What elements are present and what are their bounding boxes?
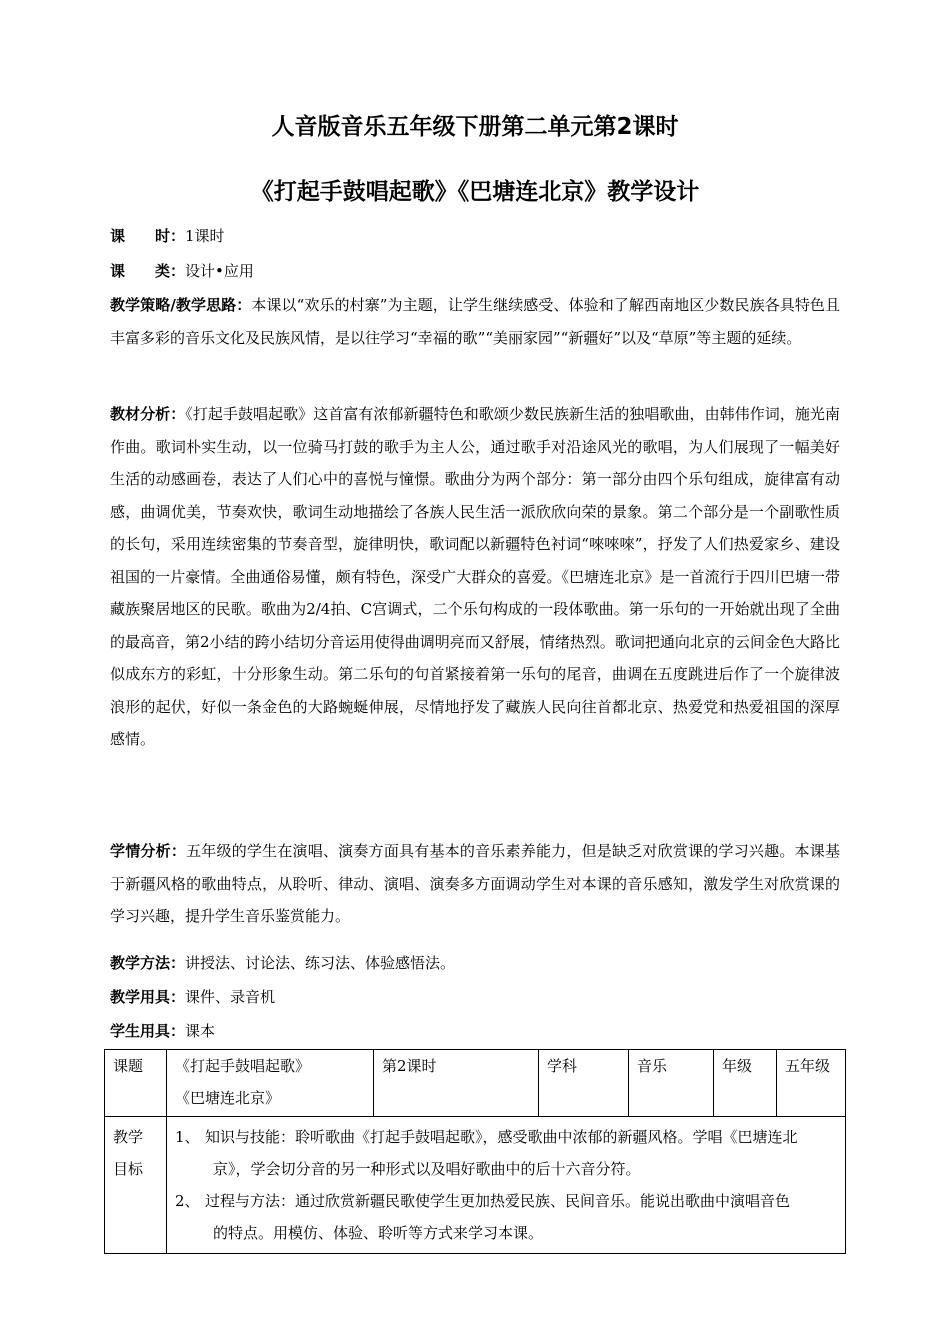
table-row — [105, 1117, 846, 1254]
cell-topic-label: 课题 — [105, 1050, 167, 1117]
cell-subject-label: 学科 — [539, 1050, 629, 1117]
field-label: 教学方法： — [110, 954, 186, 972]
field-teaching-method — [110, 953, 455, 973]
goal-item — [175, 1121, 837, 1153]
goal-item — [175, 1185, 837, 1217]
topic-line: 《巴塘连北京》 — [175, 1089, 281, 1107]
field-student-tools — [110, 1021, 215, 1041]
field-class-type — [110, 261, 254, 281]
section-text: 五年级的学生在演唱、演奏方面具有基本的音乐素养能力，但是缺乏对欣赏课的学习兴趣。本课基于新疆风格的歌曲特点，从聆听、律动、演唱、演奏多方面调动学生对本课的音乐感知，激发学生对欣赏课的学习兴趣，提升学生音乐鉴赏能力。 — [110, 842, 840, 925]
section-label: 教学策略/教学思路： — [110, 296, 252, 314]
section-text: 本课以“欢乐的村寨”为主题，让学生继续感受、体验和了解西南地区少数民族各具特色且丰富多彩的音乐文化及民族风情，是以往学习“幸福的歌”“美丽家园”“新疆好”以及“草原”等主题的延续。 — [110, 296, 841, 347]
section-student-analysis — [110, 835, 840, 933]
section-material-analysis — [110, 398, 840, 756]
topic-line: 《打起手鼓唱起歌》 — [175, 1057, 311, 1075]
table-row — [105, 1050, 846, 1117]
cell-goals-label — [105, 1117, 167, 1254]
goal-text-continued: 的特点。用模仿、体验、聆听等方式来学习本课。 — [213, 1224, 544, 1242]
goal-number: 1、 — [175, 1128, 200, 1146]
section-label: 学情分析： — [110, 842, 187, 860]
goal-number: 2、 — [175, 1192, 200, 1210]
field-label: 课 类： — [110, 262, 186, 280]
field-teaching-tools — [110, 987, 275, 1007]
field-value: 课件、录音机 — [185, 988, 276, 1006]
label-line: 目标 — [113, 1160, 144, 1178]
cell-grade-label: 年级 — [714, 1050, 777, 1117]
field-label: 课 时： — [110, 227, 186, 245]
goal-text-continued: 京》，学会切分音的另一种形式以及唱好歌曲中的后十六音分符。 — [213, 1160, 641, 1178]
cell-goals — [167, 1117, 846, 1254]
section-teaching-strategy — [110, 289, 840, 354]
field-label: 教学用具： — [110, 988, 186, 1006]
field-value: 讲授法、讨论法、练习法、体验感悟法。 — [185, 954, 456, 972]
cell-topic — [167, 1050, 374, 1117]
field-value: 1课时 — [185, 227, 225, 245]
field-label: 学生用具： — [110, 1022, 186, 1040]
cell-subject: 音乐 — [629, 1050, 714, 1117]
field-value: 课本 — [185, 1022, 216, 1040]
goal-text: 过程与方法：通过欣赏新疆民歌使学生更加热爱民族、民间音乐。能说出歌曲中演唱音色 — [205, 1192, 791, 1210]
section-text: 《打起手鼓唱起歌》这首富有浓郁新疆特色和歌颂少数民族新生活的独唱歌曲，由韩伟作词，施光南作曲。歌词朴实生动，以一位骑马打鼓的歌手为主人公，通过歌手对沿途风光的歌唱，为人们展现了一幅美好生活的动感画卷，表达了人们心中的喜悦与憧憬。歌曲分为两个部分：第一部分由四个乐句组成，旋律富有动感，曲调优美，节奏欢快，歌词生动地描绘了各族人民生活一派欣欣向荣的景象。第二个部分是一个副歌性质的长句，采用连续密集的节奏音型，旋律明快，歌词配以新疆特色衬词“唻唻唻”，抒发了人们热爱家乡、建设祖国的一片豪情。全曲通俗易懂，颇有特色，深受广大群众的喜爱。《巴塘连北京》是一首流行于四川巴塘一带藏族聚居地区的民歌。歌曲为2/4拍、C宫调式，二个乐句构成的一段体歌曲。第一乐句的一开始就出现了全曲的最高音，第2小结的跨小结切分音运用使得曲调明亮而又舒展，情绪热烈。歌词把通向北京的云间金色大路比似成东方的彩虹，十分形象生动。第二乐句的句首紧接着第一乐句的尾音，曲调在五度跳进后作了一个旋律波浪形的起伏，好似一条金色的大路蜿蜒伸展，尽情地抒发了藏族人民向往首都北京、热爱党和热爱祖国的深厚感情。 — [110, 405, 840, 748]
lesson-info-table — [104, 1049, 846, 1254]
document-subtitle: 《打起手鼓唱起歌》《巴塘连北京》教学设计 — [250, 179, 700, 205]
cell-period: 第2课时 — [374, 1050, 539, 1117]
label-line: 教学 — [113, 1128, 144, 1146]
document-title: 人音版音乐五年级下册第二单元第2课时 — [271, 114, 679, 140]
cell-grade: 五年级 — [777, 1050, 846, 1117]
field-value: 设计•应用 — [185, 262, 254, 280]
section-label: 教材分析： — [110, 405, 186, 423]
goal-text: 知识与技能：聆听歌曲《打起手鼓唱起歌》，感受歌曲中浓郁的新疆风格。学唱《巴塘连北 — [205, 1128, 798, 1146]
field-class-hours — [110, 226, 225, 246]
